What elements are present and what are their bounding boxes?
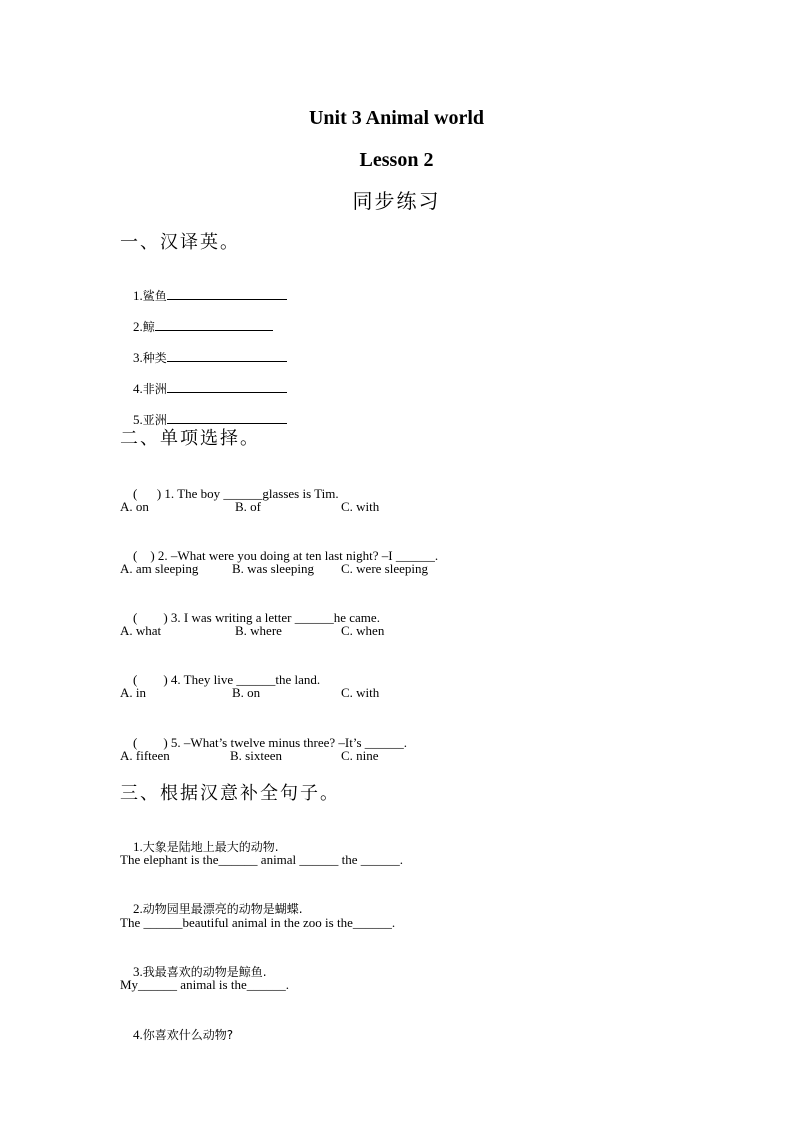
answer-bracket[interactable]: ( ) — [133, 672, 171, 687]
item-number: 2. — [133, 901, 143, 916]
option-b: B. sixteen — [230, 748, 282, 763]
option-b: B. on — [232, 685, 261, 700]
option-c: C. nine — [341, 748, 379, 763]
answer-bracket[interactable]: ( ) — [133, 486, 165, 501]
item-chinese: 种类 — [142, 351, 167, 365]
question — [120, 467, 339, 521]
question-text: 4. They live ______the land. — [170, 672, 321, 687]
item-number: 2. — [133, 319, 143, 334]
item-number: 4. — [133, 381, 143, 396]
option-b: B. was sleeping — [232, 561, 314, 576]
answer-blank[interactable] — [167, 287, 287, 300]
item-chinese: 亚洲 — [142, 413, 167, 427]
item-number: 5. — [133, 412, 143, 427]
part3-heading: 三、根据汉意补全句子。 — [120, 783, 340, 804]
option-a: A. what — [120, 623, 162, 638]
practice-title: 同步练习 — [352, 189, 441, 213]
part3-sentence[interactable]: The ______beautiful animal in the zoo is the______. — [120, 915, 396, 930]
lesson-title: Lesson 2 — [359, 149, 434, 171]
part3-prompt — [120, 1008, 233, 1062]
item-chinese: 我最喜欢的动物是鲸鱼. — [142, 965, 267, 979]
answer-blank[interactable] — [167, 380, 287, 393]
item-number: 3. — [133, 964, 143, 979]
item-chinese: 你喜欢什么动物? — [142, 1028, 234, 1042]
answer-blank[interactable] — [167, 411, 287, 424]
answer-bracket[interactable]: ( ) — [133, 548, 158, 563]
item-number: 3. — [133, 350, 143, 365]
answer-blank[interactable] — [155, 318, 273, 331]
part1-heading: 一、汉译英。 — [120, 232, 240, 253]
option-c: C. with — [341, 685, 380, 700]
question-text: 3. I was writing a letter ______he came. — [170, 610, 380, 625]
part3-sentence[interactable]: My______ animal is the______. — [120, 977, 289, 992]
answer-blank[interactable] — [167, 349, 287, 362]
option-c: C. when — [341, 623, 385, 638]
question — [120, 653, 320, 707]
item-chinese: 动物园里最漂亮的动物是蝴蝶. — [142, 902, 303, 916]
item-number: 4. — [133, 1027, 143, 1042]
option-c: C. with — [341, 499, 380, 514]
answer-bracket[interactable]: ( ) — [133, 735, 171, 750]
question-text: 2. –What were you doing at ten last night? –I ______. — [157, 548, 439, 563]
answer-bracket[interactable]: ( ) — [133, 610, 171, 625]
item-number: 1. — [133, 839, 143, 854]
question-text: 5. –What’s twelve minus three? –It’s ______. — [170, 735, 408, 750]
item-number: 1. — [133, 288, 143, 303]
part3-sentence[interactable]: The elephant is the______ animal ______ the ______. — [120, 852, 404, 867]
question-text: 1. The boy ______glasses is Tim. — [164, 486, 339, 501]
part2-heading: 二、单项选择。 — [120, 428, 260, 449]
item-chinese: 鲨鱼 — [142, 289, 167, 303]
option-b: B. of — [235, 499, 261, 514]
option-a: A. in — [120, 685, 146, 700]
unit-title: Unit 3 Animal world — [308, 107, 485, 129]
option-a: A. am sleeping — [120, 561, 199, 576]
option-a: A. fifteen — [120, 748, 170, 763]
item-chinese: 鲸 — [142, 320, 155, 334]
option-b: B. where — [235, 623, 282, 638]
option-a: A. on — [120, 499, 149, 514]
option-c: C. were sleeping — [341, 561, 429, 576]
item-chinese: 大象是陆地上最大的动物. — [142, 840, 279, 854]
item-chinese: 非洲 — [142, 382, 167, 396]
